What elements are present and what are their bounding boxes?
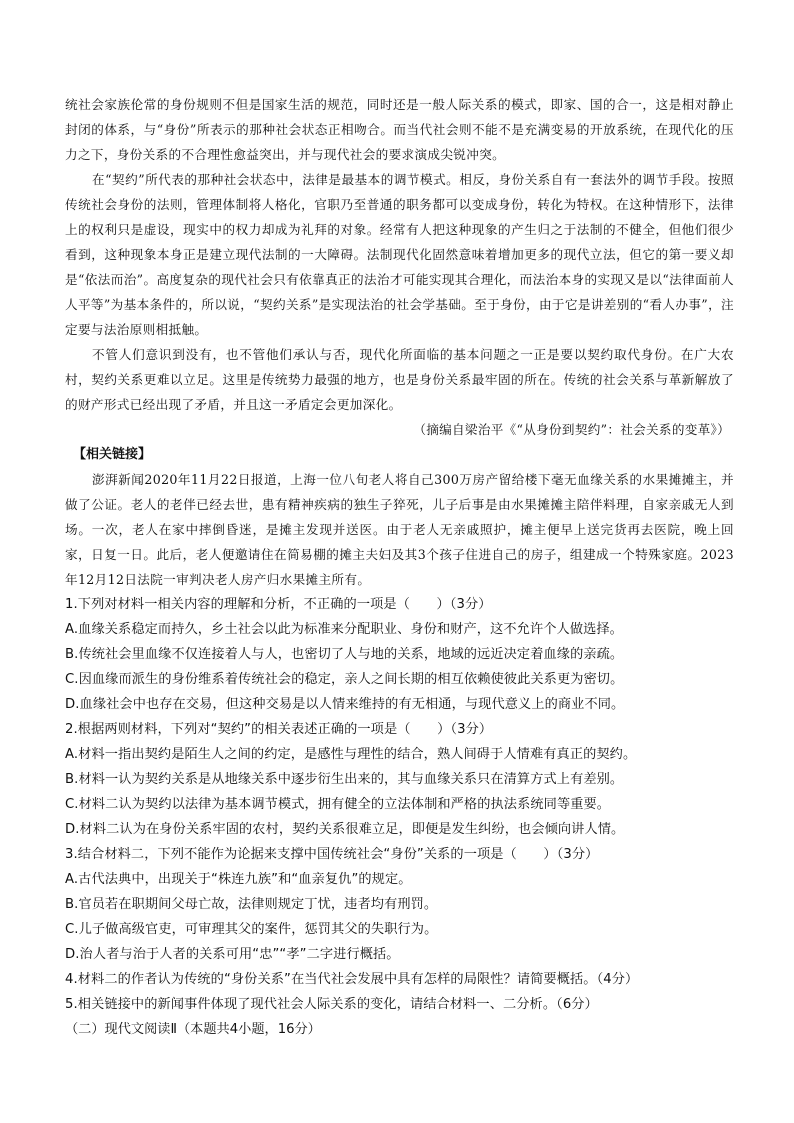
option-d: D.材料二认为在身份关系牢固的农村，契约关系很难立足，即便是发生纠纷，也会倾向讲人情。 xyxy=(65,822,625,837)
option-b: B.官员若在职期间父母亡故，法律则规定丁忧，违者均有刑罚。 xyxy=(65,897,438,912)
related-link-title: 【相关链接】 xyxy=(73,447,152,462)
related-link-text: 澎湃新闻2020年11月22日报道，上海一位八旬老人将自己300万房产留给楼下毫无血缘关系的水果摊摊主，并做了公证。老人的老伴已经去世，患有精神疾病的独生子猝死，儿子后事是由水果摊摊主陪伴料理，自家亲戚无人到场。一次，老人在家中摔倒昏迷，是摊主发现并送医。由于老人无亲戚照护，摊主便早上送完货再去医院，晚上回家，日复一日。此后，老人便邀请住在简易棚的摊主夫妇及其3个孩子住进自己的房子，组建成一个特殊家庭。2023年12月12日法院一审判决老人房产归水果摊主所有。 xyxy=(65,472,734,587)
option-d: D.血缘社会中也存在交易，但这种交易是以人情来维持的有无相通，与现代意义上的商业不同。 xyxy=(65,697,625,712)
passage-paragraph-1: 统社会家族伦常的身份规则不但是国家生活的规范，同时还是一般人际关系的模式，即家、国的合一，这是相对静止封闭的体系，与“身份”所表示的那种社会状态正相吻合。而当代社会则不能不是充满变易的开放系统，在现代化的压力之下，身份关系的不合理性愈益突出，并与现代社会的要求演成尖锐冲突。 xyxy=(65,97,734,162)
question-stem: 2.根据两则材料，下列对“契约”的相关表述正确的一项是（ ）（3分） xyxy=(65,722,493,737)
passage-paragraph-2: 在“契约”所代表的那种社会状态中，法律是最基本的调节模式。相反，身份关系自有一套法外的调节手段。按照传统社会身份的法则，管理体制将人格化，官职乃至普通的职务都可以变成身份，转化为特权。在这种情形下，法律上的权利只是虚设，现实中的权力却成为礼拜的对象。经常有人把这种现象的产生归之于法制的不健全，但他们很少看到，这种现象本身正是建立现代法制的一大障碍。法制现代化固然意味着增加更多的现代立法，但它的第一要义却是“依法而治”。高度复杂的现代社会只有依靠真正的法治才可能实现其合理化，而法治本身的实现又是以“法律面前人人平等”为基本条件的，所以说，“契约关系”是实现法治的社会学基础。至于身份，由于它是讲差别的“看人办事”，注定要与法治原则相抵触。 xyxy=(65,172,734,337)
option-b: B.传统社会里血缘不仅连接着人与人，也密切了人与地的关系，地域的远近决定着血缘的亲疏。 xyxy=(65,647,624,662)
question-4: 4.材料二的作者认为传统的“身份关系”在当代社会发展中具有怎样的局限性？请简要概括。（4分） xyxy=(65,972,639,987)
question-5: 5.相关链接中的新闻事件体现了现代社会人际关系的变化，请结合材料一、二分析。（6分） xyxy=(65,997,598,1012)
option-c: C.因血缘而派生的身份维系着传统社会的稳定，亲人之间长期的相互依赖使彼此关系更为密切。 xyxy=(65,672,624,687)
passage-source: （摘编自梁治平《“从身份到契约”：社会关系的变革》） xyxy=(413,422,730,437)
option-a: A.古代法典中，出现关于“株连九族”和“血亲复仇”的规定。 xyxy=(65,872,412,887)
option-c: C.儿子做高级官吏，可审理其父的案件，惩罚其父的失职行为。 xyxy=(65,922,438,937)
question-stem: 1.下列对材料一相关内容的理解和分析，不正确的一项是（ ）（3分） xyxy=(65,597,492,612)
question-2 xyxy=(65,717,734,842)
section-heading: （二）现代文阅读Ⅱ（本题共4小题，16分） xyxy=(65,1022,321,1037)
option-c: C.材料二认为契约以法律为基本调节模式，拥有健全的立法体制和严格的执法系统同等重要。 xyxy=(65,797,611,812)
question-stem: 3.结合材料二，下列不能作为论据来支撑中国传统社会“身份”关系的一项是（ ）（3分） xyxy=(65,847,599,862)
option-d: D.治人者与治于人者的关系可用“忠”“孝”二字进行概括。 xyxy=(65,947,400,962)
passage-paragraph-3: 不管人们意识到没有，也不管他们承认与否，现代化所面临的基本问题之一正是要以契约取代身份。在广大农村，契约关系更难以立足。这里是传统势力最强的地方，也是身份关系最牢固的所在。传统的社会关系与革新解放了的财产形式已经出现了矛盾，并且这一矛盾定会更加深化。 xyxy=(65,347,734,412)
option-b: B.材料一认为契约关系是从地缘关系中逐步衍生出来的，其与血缘关系只在清算方式上有差别。 xyxy=(65,772,624,787)
option-a: A.血缘关系稳定而持久，乡土社会以此为标准来分配职业、身份和财产，这不允许个人做选择。 xyxy=(65,622,623,637)
question-3 xyxy=(65,842,734,967)
question-1 xyxy=(65,592,734,717)
option-a: A.材料一指出契约是陌生人之间的约定，是感性与理性的结合，熟人间碍于人情难有真正的契约。 xyxy=(65,747,637,762)
